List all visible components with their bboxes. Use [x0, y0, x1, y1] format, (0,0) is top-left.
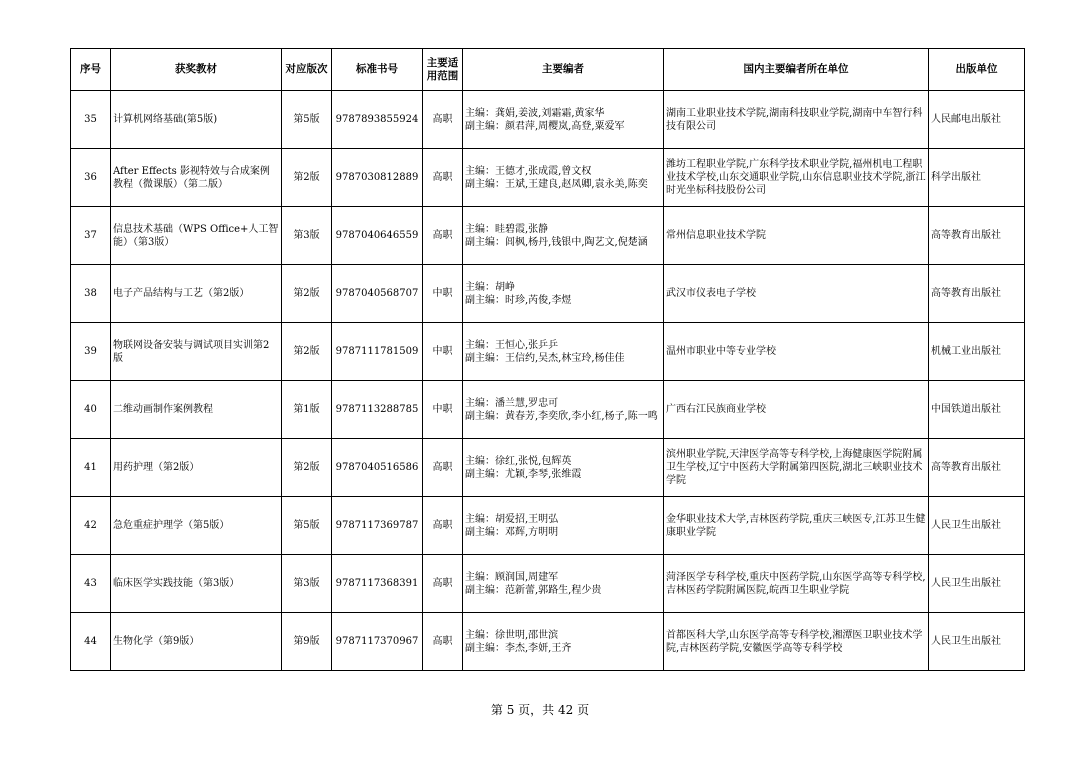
chief-editors: 主编：胡峥	[465, 281, 515, 293]
cell-publisher: 中国铁道出版社	[929, 381, 1025, 439]
cell-textbook: 急危重症护理学（第5版）	[111, 497, 282, 555]
cell-units: 武汉市仪表电子学校	[664, 265, 929, 323]
cell-editors	[463, 381, 664, 439]
cell-scope: 高职	[423, 555, 463, 613]
cell-publisher: 高等教育出版社	[929, 207, 1025, 265]
cell-publisher: 机械工业出版社	[929, 323, 1025, 381]
table-row	[71, 91, 1025, 149]
table-row	[71, 265, 1025, 323]
cell-editors	[463, 555, 664, 613]
cell-units: 湖南工业职业技术学院,湖南科技职业学院,湖南中车智行科技有限公司	[664, 91, 929, 149]
cell-isbn: 9787111781509	[332, 323, 423, 381]
deputy-editors: 副主编：黄春芳,李奕欣,李小红,杨子,陈一鸣	[465, 410, 658, 422]
cell-units: 金华职业技术大学,吉林医药学院,重庆三峡医专,江苏卫生健康职业学院	[664, 497, 929, 555]
cell-edition: 第5版	[282, 91, 332, 149]
cell-publisher: 高等教育出版社	[929, 265, 1025, 323]
table-row	[71, 381, 1025, 439]
cell-edition: 第3版	[282, 207, 332, 265]
cell-edition: 第2版	[282, 439, 332, 497]
header-no: 序号	[71, 49, 111, 91]
cell-no: 35	[71, 91, 111, 149]
header-isbn: 标准书号	[332, 49, 423, 91]
cell-isbn: 9787040646559	[332, 207, 423, 265]
deputy-editors: 副主编：王斌,王建良,赵凤卿,袁永美,陈奕	[465, 178, 648, 190]
cell-no: 43	[71, 555, 111, 613]
cell-no: 44	[71, 613, 111, 671]
cell-scope: 中职	[423, 381, 463, 439]
cell-textbook: 电子产品结构与工艺（第2版）	[111, 265, 282, 323]
cell-editors	[463, 265, 664, 323]
cell-edition: 第2版	[282, 149, 332, 207]
chief-editors: 主编：徐世明,邵世滨	[465, 629, 559, 641]
table-row	[71, 149, 1025, 207]
cell-no: 37	[71, 207, 111, 265]
header-edition: 对应版次	[282, 49, 332, 91]
cell-scope: 中职	[423, 265, 463, 323]
cell-editors	[463, 613, 664, 671]
deputy-editors: 副主编：王信约,吴杰,林宝玲,杨佳佳	[465, 352, 625, 364]
cell-editors	[463, 497, 664, 555]
cell-textbook: After Effects 影视特效与合成案例教程（微课版）（第二版）	[111, 149, 282, 207]
table-row	[71, 613, 1025, 671]
cell-units: 菏泽医学专科学校,重庆中医药学院,山东医学高等专科学校,吉林医药学院附属医院,皖西卫生职业学院	[664, 555, 929, 613]
chief-editors: 主编：顾润国,周建军	[465, 571, 559, 583]
cell-units: 温州市职业中等专业学校	[664, 323, 929, 381]
cell-edition: 第1版	[282, 381, 332, 439]
cell-isbn: 9787117370967	[332, 613, 423, 671]
table-row	[71, 323, 1025, 381]
cell-textbook: 物联网设备安装与调试项目实训第2版	[111, 323, 282, 381]
deputy-editors: 副主编：李杰,李妍,王齐	[465, 642, 572, 654]
cell-no: 40	[71, 381, 111, 439]
cell-scope: 中职	[423, 323, 463, 381]
cell-edition: 第2版	[282, 265, 332, 323]
chief-editors: 主编：王恒心,张乒乒	[465, 339, 559, 351]
cell-publisher: 人民邮电出版社	[929, 91, 1025, 149]
table-row	[71, 497, 1025, 555]
cell-textbook: 计算机网络基础(第5版)	[111, 91, 282, 149]
cell-textbook: 用药护理（第2版）	[111, 439, 282, 497]
award-textbook-table	[70, 48, 1025, 671]
cell-no: 39	[71, 323, 111, 381]
header-row	[71, 49, 1025, 91]
cell-units: 潍坊工程职业学院,广东科学技术职业学院,福州机电工程职业技术学校,山东交通职业学院,山东信息职业技术学院,浙江时光坐标科技股份公司	[664, 149, 929, 207]
cell-isbn: 9787030812889	[332, 149, 423, 207]
cell-editors	[463, 323, 664, 381]
cell-units: 常州信息职业技术学院	[664, 207, 929, 265]
cell-publisher: 人民卫生出版社	[929, 555, 1025, 613]
cell-scope: 高职	[423, 91, 463, 149]
page-footer: 第 5 页，共 42 页	[490, 703, 590, 717]
cell-scope: 高职	[423, 207, 463, 265]
cell-no: 42	[71, 497, 111, 555]
chief-editors: 主编：潘兰慧,罗忠可	[465, 397, 559, 409]
deputy-editors: 副主编：闾枫,杨丹,钱银中,陶艺文,倪楚涵	[465, 236, 648, 248]
cell-units: 广西右江民族商业学校	[664, 381, 929, 439]
header-editors: 主要编者	[463, 49, 664, 91]
header-scope: 主要适用范围	[423, 49, 463, 91]
cell-isbn: 9787040568707	[332, 265, 423, 323]
cell-textbook: 生物化学（第9版）	[111, 613, 282, 671]
header-units: 国内主要编者所在单位	[664, 49, 929, 91]
cell-units: 滨州职业学院,天津医学高等专科学校,上海健康医学院附属卫生学校,辽宁中医药大学附属第四医院,湖北三峡职业技术学院	[664, 439, 929, 497]
cell-editors	[463, 439, 664, 497]
chief-editors: 主编：龚娟,姜波,刘霜霜,黄家华	[465, 107, 605, 119]
chief-editors: 主编：徐红,张悦,包辉英	[465, 455, 572, 467]
cell-no: 41	[71, 439, 111, 497]
cell-textbook: 信息技术基础（WPS Office+人工智能）（第3版）	[111, 207, 282, 265]
cell-isbn: 9787117368391	[332, 555, 423, 613]
cell-no: 36	[71, 149, 111, 207]
deputy-editors: 副主编：范新蕾,郭路生,程少贵	[465, 584, 602, 596]
header-publisher: 出版单位	[929, 49, 1025, 91]
table-row	[71, 555, 1025, 613]
cell-publisher: 高等教育出版社	[929, 439, 1025, 497]
table-row	[71, 207, 1025, 265]
cell-textbook: 临床医学实践技能（第3版）	[111, 555, 282, 613]
cell-edition: 第3版	[282, 555, 332, 613]
cell-textbook: 二维动画制作案例教程	[111, 381, 282, 439]
cell-scope: 高职	[423, 497, 463, 555]
header-textbook: 获奖教材	[111, 49, 282, 91]
chief-editors: 主编：胡爱招,王明弘	[465, 513, 559, 525]
cell-isbn: 9787893855924	[332, 91, 423, 149]
cell-edition: 第2版	[282, 323, 332, 381]
chief-editors: 主编：眭碧霞,张静	[465, 223, 549, 235]
cell-isbn: 9787113288785	[332, 381, 423, 439]
cell-publisher: 人民卫生出版社	[929, 613, 1025, 671]
chief-editors: 主编：王德才,张成霞,曾文权	[465, 165, 592, 177]
cell-scope: 高职	[423, 613, 463, 671]
cell-edition: 第5版	[282, 497, 332, 555]
cell-editors	[463, 91, 664, 149]
cell-isbn: 9787117369787	[332, 497, 423, 555]
table-row	[71, 439, 1025, 497]
cell-editors	[463, 207, 664, 265]
cell-editors	[463, 149, 664, 207]
deputy-editors: 副主编：尤颖,李琴,张维霞	[465, 468, 582, 480]
cell-no: 38	[71, 265, 111, 323]
deputy-editors: 副主编：邓辉,方明明	[465, 526, 559, 538]
cell-publisher: 人民卫生出版社	[929, 497, 1025, 555]
deputy-editors: 副主编：时珍,芮俊,李煜	[465, 294, 572, 306]
deputy-editors: 副主编：颜君萍,周樱岚,高登,粟爱军	[465, 120, 625, 132]
cell-publisher: 科学出版社	[929, 149, 1025, 207]
cell-edition: 第9版	[282, 613, 332, 671]
cell-scope: 高职	[423, 149, 463, 207]
cell-isbn: 9787040516586	[332, 439, 423, 497]
cell-units: 首都医科大学,山东医学高等专科学校,湘潭医卫职业技术学院,吉林医药学院,安徽医学高等专科学校	[664, 613, 929, 671]
cell-scope: 高职	[423, 439, 463, 497]
